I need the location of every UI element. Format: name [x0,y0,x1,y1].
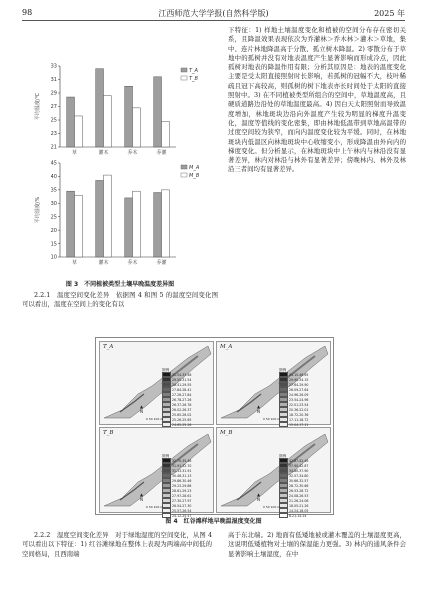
map-legend [279,368,308,432]
bar-t_b [75,116,83,147]
page-number: 98 [22,8,33,17]
legend-range-label: 29.55-31.54 [172,377,192,382]
legend-range-label: 15.04-17.11 [289,422,309,427]
legend-range-label: 8.21-14.24 [289,513,307,518]
scale-bar: 0 50 100 m [263,417,281,421]
north-arrow-icon: ▲ N [140,404,144,414]
map-shape [217,342,330,424]
legend-range-label: 32.57-34.80 [289,473,309,478]
category-label: 乔灌 [156,150,167,156]
legend-range-label: 26.78-27.26 [172,397,192,402]
bottom-right-paragraph: 高于东北端。2) 地面有低矮地被或灌木覆盖的土壤湿度更高，这说明低矮植物对土壤的保湿能力更强。3) 林内的通风条件会显著影响土壤湿度，在中 [228,531,406,558]
greenspace-strip [104,434,211,506]
map-panel-ta [99,341,214,425]
north-arrow-icon: ▲ N [257,404,261,414]
legend-label: M_A [189,165,200,171]
map-legend-title: 图例 [162,454,170,458]
category-label: 草 [71,150,78,156]
scale-bar: 0 50 100 m [263,505,281,509]
legend-range-label: 17.11-18.72 [289,417,309,422]
y-tick-label: 33 [50,63,57,70]
category-label: 乔木 [127,150,138,156]
bar-t_b [104,96,112,147]
legend-range-label: 18.05-21.26 [289,503,309,508]
y-tick-label: 31 [50,77,57,84]
bar-m_b [162,190,170,257]
humidity-bar-chart [30,157,210,269]
legend-range-label: 31.91-32.70 [172,463,192,468]
bar-t_b [133,108,141,147]
legend-range-label: 26.53-28.72 [289,488,309,493]
legend-range-label: 32.70-35.46 [172,458,192,463]
bar-m_a [67,191,75,257]
scale-bar: 0 50 100 m [146,417,164,421]
map-shape [100,342,213,424]
section-2-2-2-body: 对于绿地湿度的空间变化，从图 4 可以看出以下特征：1) 红谷滩绿地在整体上表现为两端高中间低的空间格局，且西南端 [22,531,213,558]
map-panel-tb [99,427,214,518]
north-arrow-icon: ▲ N [140,492,144,502]
y-tick-label: 30 [50,200,57,207]
legend-range-label: 22.01-23.54 [289,402,309,407]
legend-range-label: 37.90-42.87 [289,463,309,468]
legend-range-label: 29.23-29.86 [172,483,192,488]
legend-range-label: 27.26-27.84 [172,392,192,397]
legend-range-label: 18.72-20.36 [289,412,309,417]
north-arrow-icon: ▲ N [257,492,261,502]
legend-range-label: 27.64-29.90 [289,382,309,387]
y-tick-label: 20 [50,227,57,234]
legend-range-label: 31.13-31.91 [172,468,192,473]
legend-range-label: 26.09-27.64 [289,387,309,392]
legend-range-label: 30.46-31.13 [172,473,192,478]
legend-range-label: 24.08-26.53 [289,493,309,498]
bar-t_a [154,77,162,147]
y-tick-label: 25 [50,117,57,124]
north-label: N [140,497,144,502]
y-tick-label: 45 [50,160,57,167]
legend-swatch [181,76,187,80]
bottom-left-column-text [22,531,212,559]
page-header [22,8,405,21]
y-tick-label: 40 [50,174,57,181]
category-label: 草 [71,260,78,266]
legend-range-label: 29.90-34.15 [289,377,309,382]
section-2-2-1-body: 依据图 4 和图 5 的温度空间变化图可以看出，温度在空间上的变化有以 [22,291,218,309]
y-tick-label: 25 [50,214,57,221]
map-shape [100,428,213,512]
legend-range-label: 23.54-24.96 [289,397,309,402]
legend-label: M_B [189,173,200,179]
legend-range-label: 25.65-26.02 [172,412,192,417]
y-tick-label: 21 [50,144,57,151]
legend-range-label: 27.84-28.41 [172,387,192,392]
y-tick-label: 29 [50,90,57,97]
legend-range-label: 28.61-29.23 [172,488,192,493]
map-panel-label: T_B [103,430,114,436]
category-label: 灌木 [98,260,109,266]
journal-name: 江西师范大学学报(自然科学版) [158,9,269,18]
map-legend [279,454,308,518]
legend-range-label: 31.54-33.48 [172,372,192,377]
legend-range-label: 27.30-27.97 [172,498,192,503]
legend-range-label: 30.66-32.57 [289,478,309,483]
legend-range-label: 14.24-18.05 [289,508,309,513]
bar-m_b [75,195,83,257]
legend-swatch [181,173,187,177]
legend-range-label: 34.80-37.90 [289,468,309,473]
legend-range-label: 28.41-29.55 [172,382,192,387]
map-legend-title: 图例 [279,454,287,458]
legend-range-label: 24.12-25.57 [172,513,192,518]
map-panel-label: M_B [220,430,233,436]
temperature-bar-chart [30,60,210,157]
right-column-paragraph: 下特征：1) 样地土壤温度变化和植被的空间分布存在密切关系，且降温效果表现依次为乔灌林＞乔木林＞灌木＞草地，集中、连片林地降温高于分散、孤立树木降温。2) 零散分布于草地中的孤树并没有对地表温度产生显著影响而形成冷点，因此孤树对地表的降温作用有限；分析其原因是：地表的温度变化主要是受太阳直接照射时长影响，若孤树的冠幅不大，枝叶稀疏且冠下高较高，则孤树的树下地表亦长时间处于太阳的直接照射中。3) 在不同植被类型所组合的空间中，草地温度高，且硬质道路边沿处的草地温度最高。4) 因白天太阳照射而导致温度增加，林地斑块边沿向外温度产生较为明显的梯度升温变化，温度等值线的变化密集，即由林地低温带到草地高温带的过度空间较为狭窄，而向内温度变化较为平缓。同时，在林地斑块内低温区向林地斑块中心收缩变小，形成降温由外向内的梯度变化。但分析显示，在林地斑块中上午林内与林沿没有显著差异，林内对林沿与林外有显著差异；傍晚林内、林外及林沿三者间均有显著差异。 [228,26,406,174]
map-panel-mb [216,427,331,518]
map-panel-ma [216,341,331,425]
legend-range-label: 24.96-26.09 [289,392,309,397]
bottom-right-column-text [228,531,406,559]
legend-range-label: 25.57-26.54 [172,508,192,513]
legend-range-label: 24.65-25.26 [172,422,192,427]
legend-range-label: 25.26-25.65 [172,417,192,422]
bar-m_a [125,198,133,257]
legend-swatch [181,165,187,169]
legend-range-label: 21.26-24.08 [289,498,309,503]
legend-range-label: 42.87-52.46 [289,458,309,463]
figure-3-caption: 图 3 不同植被类型土壤早晚温度差异图 [65,281,175,288]
map-legend [162,368,191,432]
right-column-text [228,26,406,175]
map-panel-label: M_A [220,344,233,350]
figure-4-caption: 图 4 红谷滩样地早晚温湿度变化图 [165,518,262,525]
y-tick-label: 23 [50,131,57,138]
legend-range-label: 20.36-22.01 [289,407,309,412]
greenspace-strip [104,346,211,418]
figure-4-maps [95,337,334,518]
legend-range-label: 26.54-27.30 [172,503,192,508]
legend-range-label: 34.15-46.65 [289,372,309,377]
bar-m_b [133,191,141,257]
legend-swatch [181,68,187,72]
y-axis-label: 平均湿度/% [35,196,41,224]
map-legend-title: 图例 [162,368,170,372]
left-column-text [22,291,218,310]
greenspace-strip [221,346,328,418]
y-tick-label: 15 [50,241,57,248]
bar-t_a [125,86,133,147]
category-label: 乔灌 [156,260,167,266]
north-label: N [257,497,261,502]
scale-bar: 0 50 100 m [146,505,164,509]
bar-t_a [67,97,75,147]
y-tick-label: 35 [50,187,57,194]
bar-m_a [154,193,162,257]
section-2-2-2-title: 2.2.2 湿度空间变化差异 [34,531,109,539]
y-axis-label: 平均温度/℃ [35,92,41,121]
north-label: N [140,409,144,414]
category-label: 乔木 [127,260,138,266]
map-shape [217,428,330,512]
bar-t_a [96,69,104,147]
category-label: 灌木 [98,150,109,156]
legend-label: T_B [189,76,198,82]
legend-range-label: 26.37-26.78 [172,402,192,407]
bar-m_b [104,175,112,257]
greenspace-strip [221,434,328,506]
legend-range-label: 27.97-28.61 [172,493,192,498]
publication-year: 2025 年 [374,9,405,18]
legend-range-label: 29.86-30.46 [172,478,192,483]
y-tick-label: 27 [50,104,57,111]
north-label: N [257,409,261,414]
map-legend-title: 图例 [279,368,287,372]
y-tick-label: 10 [50,254,57,261]
bar-m_a [96,180,104,257]
legend-label: T_A [189,68,198,74]
map-panel-label: T_A [103,344,114,350]
section-2-2-1-title: 2.2.1 温度空间变化差异 [34,291,110,299]
map-legend [162,454,191,518]
bar-t_b [162,121,170,147]
legend-range-label: 26.02-26.37 [172,407,192,412]
legend-range-label: 28.72-30.66 [289,483,309,488]
